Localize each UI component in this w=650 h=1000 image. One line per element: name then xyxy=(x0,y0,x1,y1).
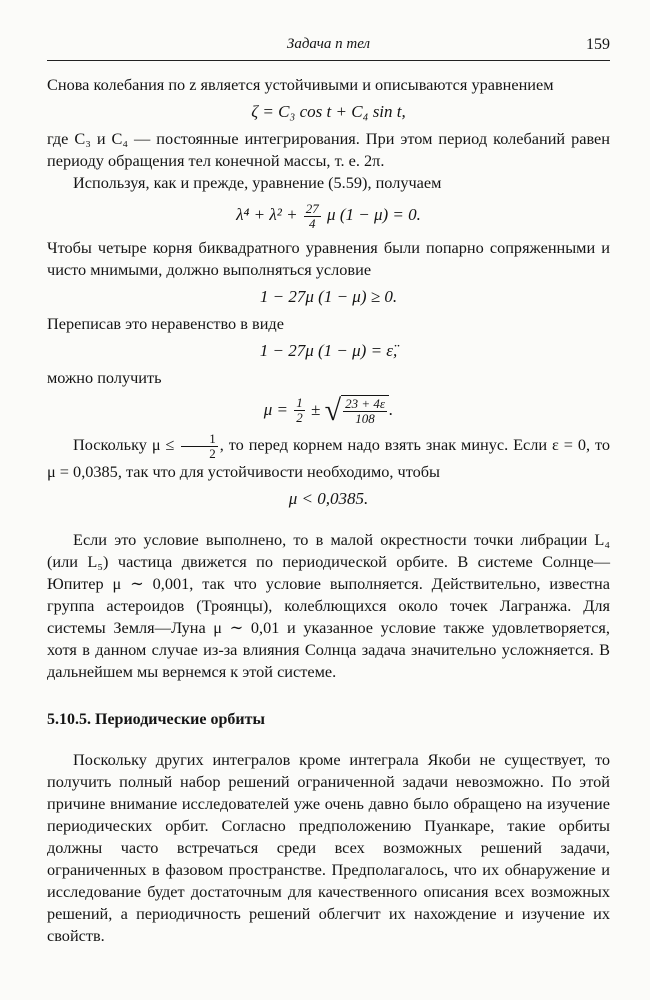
fraction-numerator: 23 + 4ε xyxy=(345,396,385,412)
fraction-denominator: 4 xyxy=(309,215,316,231)
formula-characteristic-equation xyxy=(47,200,610,231)
spacer xyxy=(47,515,610,529)
page-header xyxy=(47,34,610,61)
page-body xyxy=(47,74,610,947)
text-run: Поскольку μ ≤ xyxy=(73,435,180,455)
square-root-sign: √ xyxy=(324,393,342,427)
paragraph-6: можно получить xyxy=(47,367,162,387)
formula-part: ± xyxy=(306,399,325,419)
radicand xyxy=(341,395,389,427)
formula-part: μ = xyxy=(263,399,293,419)
formula-part: μ (1 − μ) = 0. xyxy=(322,205,421,224)
formula-part: λ⁴ + λ² + xyxy=(236,205,302,224)
paragraph-3: Используя, как и прежде, уравнение (5.59), получаем xyxy=(73,173,442,192)
fraction xyxy=(343,397,387,426)
fraction-denominator: 2 xyxy=(209,446,216,462)
paragraph-7 xyxy=(47,432,610,483)
running-title: Задача n тел xyxy=(286,36,371,52)
section-heading: 5.10.5. Периодические орбиты xyxy=(47,711,265,729)
paragraph-8: Если это условие выполнено, то в малой окрестности точки либрации L₄ (или L₅) частица движется по периодической орбите. В системе Солнце—Юпитер μ ∼ 0,001, так что условие выполняется. Действительно, известна группа астероидов (Троянцы), колеблющихся около точек Лагранжа. Для системы Земля—Луна μ ∼ 0,01 и указанное условие также удовлетворяется, хотя в данном случае из-за влияния Солнца задача значительно усложняется. В дальнейшем мы вернемся к этой системе. xyxy=(47,530,610,682)
formula-inequality: 1 − 27μ (1 − μ) ≥ 0. xyxy=(259,286,398,306)
text-run: , то перед корнем надо взять знак минус. Если ε = 0, то μ = 0,0385, так что для устойчивости необходимо, чтобы xyxy=(47,435,610,482)
formula-mu-solution xyxy=(47,395,610,427)
fraction-numerator: 1 xyxy=(181,432,218,447)
page-number: 159 xyxy=(586,36,610,53)
paragraph-2: где C₃ и C₄ — постоянные интегрирования. При этом период колебаний равен периоду обращения тел конечной массы, т. е. 2π. xyxy=(47,129,610,170)
fraction-numerator: 27 xyxy=(305,200,319,216)
fraction-numerator: 1 xyxy=(296,395,303,411)
paragraph-1: Снова колебания по z является устойчивыми и описываются уравнением xyxy=(47,75,554,94)
fraction xyxy=(294,396,305,425)
paragraph-4: Чтобы четыре корня биквадратного уравнения были попарно сопряженными и чисто мнимыми, должно выполняться условие xyxy=(47,237,610,279)
fraction-denominator: 108 xyxy=(355,411,375,427)
formula-part: . xyxy=(388,399,394,419)
paragraph-9: Поскольку других интегралов кроме интеграла Якоби не существует, то получить полный набор решений ограниченной задачи невозможно. По этой причине внимание исследователей уже очень давно было обращено на изучение периодических орбит. Согласно предположению Пуанкаре, такие орбиты должны часто встречаться среди всех возможных решений задачи, ограниченных в фазовом пространстве. Предполагалось, что их обнаружение и исследование будет достаточным для качественного описания всех возможных решений, а периодичность решений облегчит их нахождение и изучение их свойств. xyxy=(47,750,610,946)
formula-zeta: ζ = C₃ cos t + C₄ sin t, xyxy=(251,102,406,121)
formula-equality: 1 − 27μ (1 − μ) = ε̈, xyxy=(259,340,398,360)
formula-mu-bound: μ < 0,0385. xyxy=(288,489,369,509)
fraction xyxy=(181,432,218,461)
fraction xyxy=(304,202,321,231)
fraction-denominator: 2 xyxy=(296,410,303,426)
paragraph-5: Переписав это неравенство в виде xyxy=(47,313,284,333)
